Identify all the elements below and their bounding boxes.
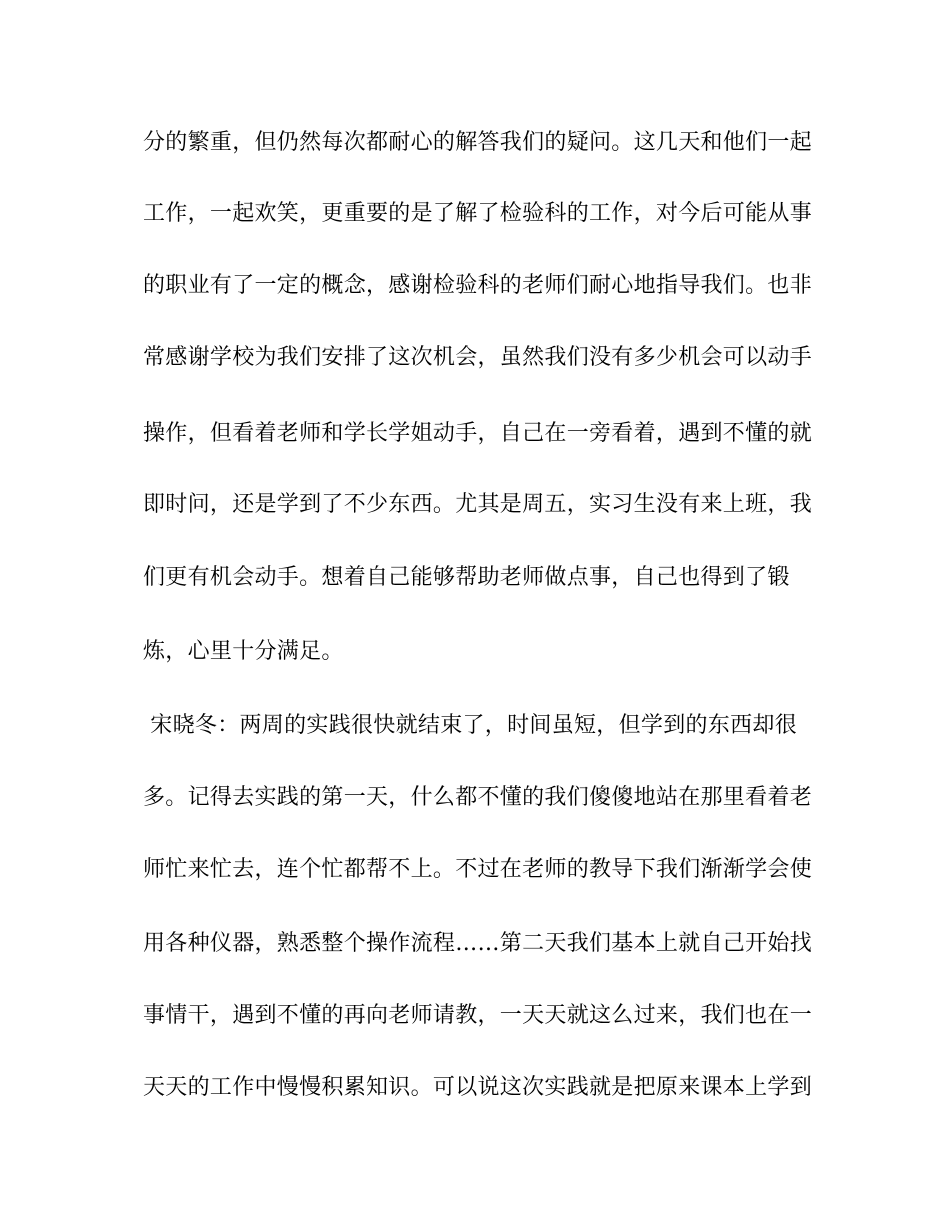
text-line-10: 多。记得去实践的第一天，什么都不懂的我们傻傻地站在那里看着老 xyxy=(143,785,813,810)
text-line-6: 即时问，还是学到了不少东西。尤其是周五，实习生没有来上班，我 xyxy=(143,492,813,517)
text-line-14: 天天的工作中慢慢积累知识。可以说这次实践就是把原来课本上学到 xyxy=(143,1075,813,1100)
text-line-3: 的职业有了一定的概念，感谢检验科的老师们耐心地指导我们。也非 xyxy=(143,273,813,298)
text-line-2: 工作，一起欢笑，更重要的是了解了检验科的工作，对今后可能从事 xyxy=(143,201,813,226)
text-line-5: 操作，但看着老师和学长学姐动手，自己在一旁看着，遇到不懂的就 xyxy=(143,421,813,446)
text-line-9: 宋晓冬：两周的实践很快就结束了，时间虽短，但学到的东西却很 xyxy=(143,713,797,738)
text-line-11: 师忙来忙去，连个忙都帮不上。不过在老师的教导下我们渐渐学会使 xyxy=(143,857,813,882)
text-line-8: 炼，心里十分满足。 xyxy=(143,639,344,664)
text-line-12: 用各种仪器，熟悉整个操作流程……第二天我们基本上就自己开始找 xyxy=(143,931,813,956)
text-line-13: 事情干，遇到不懂的再向老师请教，一天天就这么过来，我们也在一 xyxy=(143,1003,813,1028)
text-line-4: 常感谢学校为我们安排了这次机会，虽然我们没有多少机会可以动手 xyxy=(143,345,813,370)
text-line-7: 们更有机会动手。想着自己能够帮助老师做点事，自己也得到了锻 xyxy=(143,565,790,590)
text-line-1: 分的繁重，但仍然每次都耐心的解答我们的疑问。这几天和他们一起 xyxy=(143,130,813,155)
